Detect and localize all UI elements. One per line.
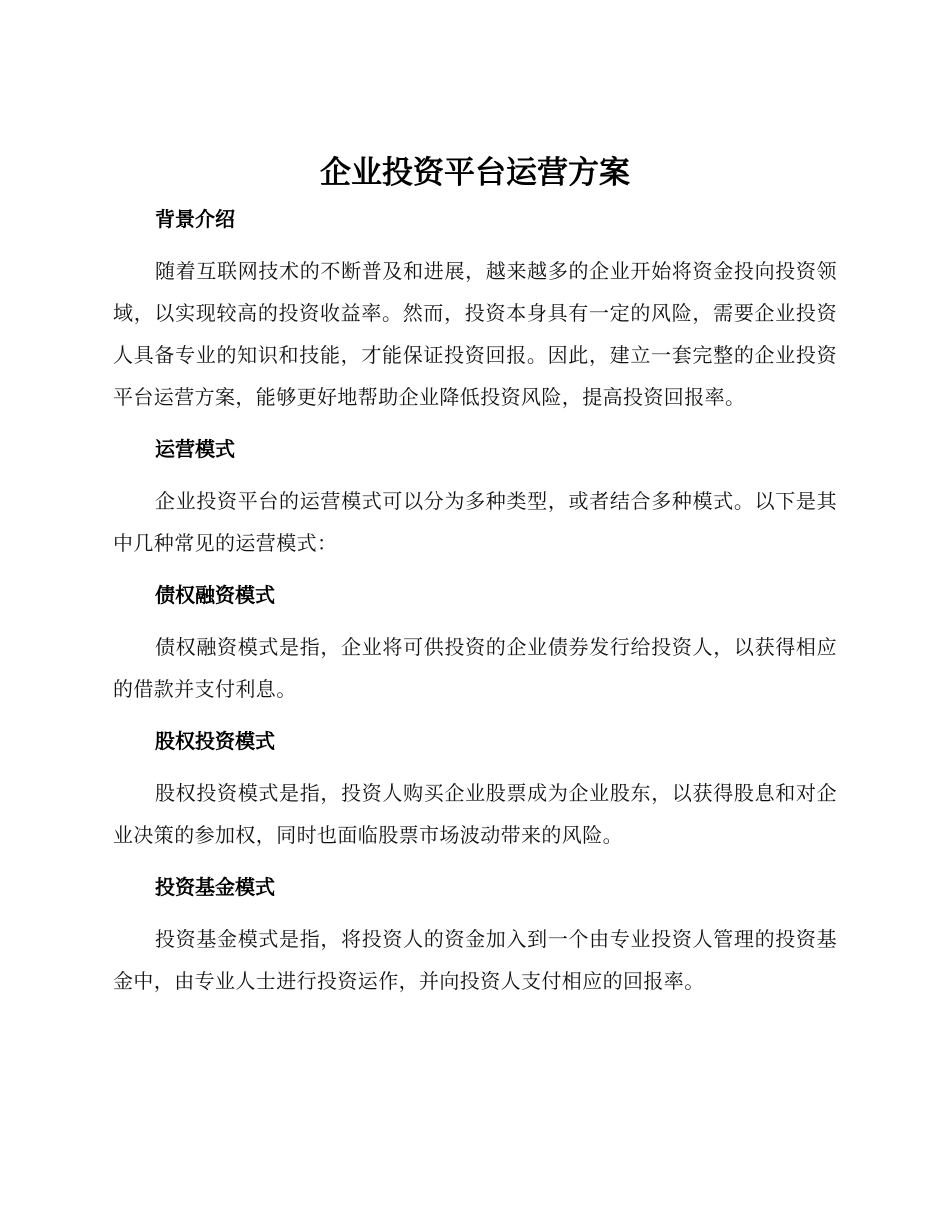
page-title: 企业投资平台运营方案 xyxy=(320,155,630,191)
section-heading-operation-mode: 运营模式 xyxy=(155,437,235,461)
section-heading-equity-investment: 股权投资模式 xyxy=(155,729,275,753)
section-heading-investment-fund: 投资基金模式 xyxy=(155,875,275,899)
paragraph-debt-financing: 债权融资模式是指，企业将可供投资的企业债券发行给投资人，以获得相应的借款并支付利息。 xyxy=(113,635,837,701)
section-heading-debt-financing: 债权融资模式 xyxy=(155,583,275,607)
paragraph-background: 随着互联网技术的不断普及和进展，越来越多的企业开始将资金投向投资领域，以实现较高的投资收益率。然而，投资本身具有一定的风险，需要企业投资人具备专业的知识和技能，才能保证投资回报。因此，建立一套完整的企业投资平台运营方案，能够更好地帮助企业降低投资风险，提高投资回报率。 xyxy=(113,259,837,409)
paragraph-operation-mode: 企业投资平台的运营模式可以分为多种类型，或者结合多种模式。以下是其中几种常见的运营模式： xyxy=(113,489,837,555)
section-heading-background: 背景介绍 xyxy=(155,207,235,231)
document-body xyxy=(113,198,837,1012)
paragraph-equity-investment: 股权投资模式是指，投资人购买企业股票成为企业股东，以获得股息和对企业决策的参加权，同时也面临股票市场波动带来的风险。 xyxy=(113,781,837,847)
paragraph-investment-fund: 投资基金模式是指，将投资人的资金加入到一个由专业投资人管理的投资基金中，由专业人士进行投资运作，并向投资人支付相应的回报率。 xyxy=(113,927,837,993)
